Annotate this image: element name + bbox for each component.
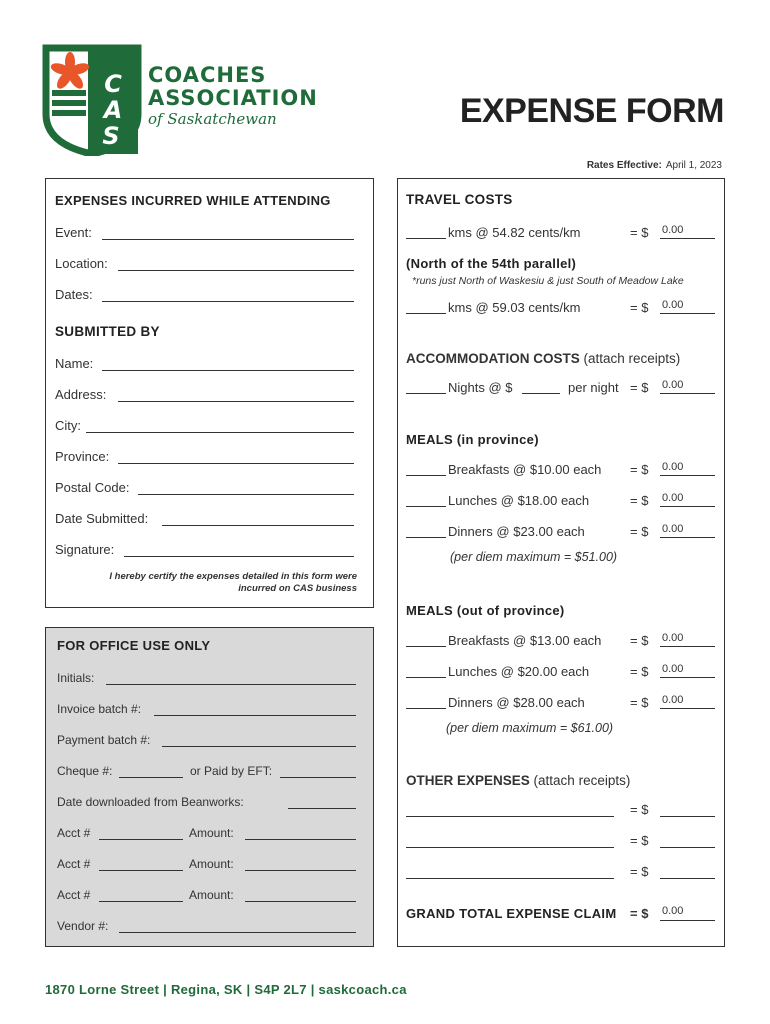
breakfast-in-total-value: 0.00 — [662, 461, 684, 473]
rates-date: April 1, 2023 — [665, 160, 722, 171]
submitted-by-heading: SUBMITTED BY — [55, 324, 160, 339]
rates-effective — [587, 160, 722, 171]
breakfast-out-qty-field[interactable] — [406, 646, 446, 647]
amount-label: Amount: — [189, 826, 234, 840]
equals-dollar: = $ — [630, 802, 649, 817]
event-field[interactable] — [102, 239, 354, 240]
equals-dollar: = $ — [630, 225, 649, 240]
breakfast-in-total-field[interactable] — [660, 475, 715, 476]
accommodation-title: ACCOMMODATION COSTS — [406, 351, 580, 366]
lunch-out-total-value: 0.00 — [662, 663, 684, 675]
payment-batch-label: Payment batch #: — [57, 733, 151, 747]
vendor-label: Vendor #: — [57, 919, 109, 933]
lunch-in-total-field[interactable] — [660, 506, 715, 507]
location-field[interactable] — [118, 270, 354, 271]
equals-dollar: = $ — [630, 462, 649, 477]
date-submitted-field[interactable] — [162, 525, 354, 526]
nights-label: Nights @ $ — [448, 380, 513, 395]
province-field[interactable] — [118, 463, 354, 464]
dinner-in-total-field[interactable] — [660, 537, 715, 538]
name-label: Name: — [55, 356, 94, 371]
postal-code-field[interactable] — [138, 494, 354, 495]
nightly-rate-field[interactable] — [522, 393, 560, 394]
travel-costs-heading: TRAVEL COSTS — [406, 192, 513, 207]
equals-dollar: = $ — [630, 664, 649, 679]
equals-dollar: = $ — [630, 833, 649, 848]
postal-code-label: Postal Code: — [55, 480, 130, 495]
name-field[interactable] — [102, 370, 354, 371]
breakfast-out-total-value: 0.00 — [662, 632, 684, 644]
equals-dollar: = $ — [630, 695, 649, 710]
certify-statement: I hereby certify the expenses detailed in this form were incurred on CAS business — [109, 571, 357, 594]
lunch-out-total-field[interactable] — [660, 677, 715, 678]
dinner-out-label: Dinners @ $28.00 each — [448, 695, 585, 710]
dinner-in-qty-field[interactable] — [406, 537, 446, 538]
accommodation-heading — [406, 351, 680, 366]
date-downloaded-label: Date downloaded from Beanworks: — [57, 795, 244, 809]
equals-dollar: = $ — [630, 524, 649, 539]
grand-total-label: GRAND TOTAL EXPENSE CLAIM — [406, 906, 617, 921]
kms-qty-field[interactable] — [406, 238, 446, 239]
kms-north-total-value: 0.00 — [662, 299, 684, 311]
dinner-in-total-value: 0.00 — [662, 523, 684, 535]
costs-section — [397, 178, 725, 947]
other-expense-description-field[interactable] — [406, 878, 614, 879]
north-54-heading: (North of the 54th parallel) — [406, 256, 577, 271]
other-expenses-title: OTHER EXPENSES — [406, 773, 530, 788]
invoice-batch-field[interactable] — [154, 715, 356, 716]
north-54-note: *runs just North of Waskesiu & just South of Meadow Lake — [412, 275, 684, 287]
acct-label: Acct # — [57, 857, 91, 871]
eft-label: or Paid by EFT: — [190, 764, 273, 778]
event-label: Event: — [55, 225, 92, 240]
equals-dollar: = $ — [630, 493, 649, 508]
per-diem-in-note: (per diem maximum = $51.00) — [450, 550, 618, 564]
initials-label: Initials: — [57, 671, 95, 685]
amount-label: Amount: — [189, 888, 234, 902]
other-expense-total-field[interactable] — [660, 847, 715, 848]
rates-label: Rates Effective: — [586, 160, 662, 171]
kms-north-total-field[interactable] — [660, 313, 715, 314]
other-expense-total-field[interactable] — [660, 878, 715, 879]
location-label: Location: — [55, 256, 108, 271]
date-submitted-label: Date Submitted: — [55, 511, 149, 526]
payment-batch-field[interactable] — [162, 746, 356, 747]
invoice-batch-label: Invoice batch #: — [57, 702, 142, 716]
office-use-section — [45, 627, 374, 947]
kms-total-value: 0.00 — [662, 224, 684, 236]
acct-field[interactable] — [99, 901, 183, 902]
other-expenses-heading — [406, 773, 630, 788]
signature-field[interactable] — [124, 556, 354, 557]
per-night-label: per night — [568, 380, 619, 395]
footer-address: 1870 Lorne Street | Regina, SK | S4P 2L7 | saskcoach.ca — [45, 982, 407, 997]
kms-rate-label: kms @ 54.82 cents/km — [448, 225, 581, 240]
address-field[interactable] — [118, 401, 354, 402]
grand-total-value: 0.00 — [662, 905, 684, 917]
city-field[interactable] — [86, 432, 354, 433]
lunch-out-label: Lunches @ $20.00 each — [448, 664, 590, 679]
breakfast-in-qty-field[interactable] — [406, 475, 446, 476]
amount-field[interactable] — [245, 839, 356, 840]
cheque-field[interactable] — [119, 777, 183, 778]
equals-dollar: = $ — [630, 380, 649, 395]
kms-north-qty-field[interactable] — [406, 313, 446, 314]
dinner-out-total-field[interactable] — [660, 708, 715, 709]
lunch-out-qty-field[interactable] — [406, 677, 446, 678]
city-label: City: — [55, 418, 81, 433]
dinner-in-label: Dinners @ $23.00 each — [448, 524, 585, 539]
dates-label: Dates: — [55, 287, 93, 302]
equals-dollar: = $ — [630, 906, 649, 921]
accommodation-total-value: 0.00 — [662, 379, 684, 391]
lily-icon — [49, 52, 90, 91]
per-diem-out-note: (per diem maximum = $61.00) — [446, 721, 614, 735]
amount-field[interactable] — [245, 870, 356, 871]
acct-label: Acct # — [57, 888, 91, 902]
svg-text:C: C — [104, 70, 122, 98]
province-label: Province: — [55, 449, 110, 464]
amount-label: Amount: — [189, 857, 234, 871]
accommodation-total-field[interactable] — [660, 393, 715, 394]
dinner-out-total-value: 0.00 — [662, 694, 684, 706]
other-expenses-note: (attach receipts) — [533, 773, 631, 788]
lunch-in-label: Lunches @ $18.00 each — [448, 493, 590, 508]
org-line-2: ASSOCIATION — [148, 86, 318, 110]
acct-field[interactable] — [99, 870, 183, 871]
kms-total-field[interactable] — [660, 238, 715, 239]
other-expense-description-field[interactable] — [406, 847, 614, 848]
other-expense-description-field[interactable] — [406, 816, 614, 817]
nights-qty-field[interactable] — [406, 393, 446, 394]
kms-north-rate-label: kms @ 59.03 cents/km — [448, 300, 581, 315]
office-use-heading: FOR OFFICE USE ONLY — [57, 638, 211, 653]
lunch-in-total-value: 0.00 — [662, 492, 684, 504]
address-label: Address: — [55, 387, 107, 402]
vendor-field[interactable] — [119, 932, 356, 933]
cas-logo — [42, 44, 142, 156]
lunch-in-qty-field[interactable] — [406, 506, 446, 507]
dates-field[interactable] — [102, 301, 354, 302]
equals-dollar: = $ — [630, 864, 649, 879]
accommodation-note: (attach receipts) — [583, 351, 681, 366]
other-expense-total-field[interactable] — [660, 816, 715, 817]
meals-in-province-heading: MEALS (in province) — [406, 432, 539, 447]
org-line-3: of Saskatchewan — [148, 110, 277, 128]
amount-field[interactable] — [245, 901, 356, 902]
expenses-incurred-heading: EXPENSES INCURRED WHILE ATTENDING — [55, 193, 331, 208]
page-title: EXPENSE FORM — [459, 92, 724, 130]
acct-field[interactable] — [99, 839, 183, 840]
dinner-out-qty-field[interactable] — [406, 708, 446, 709]
equals-dollar: = $ — [630, 633, 649, 648]
breakfast-in-label: Breakfasts @ $10.00 each — [448, 462, 602, 477]
svg-text:S: S — [102, 122, 120, 150]
initials-field[interactable] — [106, 684, 356, 685]
expenses-incurred-section — [45, 178, 374, 608]
breakfast-out-total-field[interactable] — [660, 646, 715, 647]
signature-label: Signature: — [55, 542, 115, 557]
equals-dollar: = $ — [630, 300, 649, 315]
cheque-label: Cheque #: — [57, 764, 113, 778]
eft-field[interactable] — [280, 777, 356, 778]
svg-text:A: A — [103, 96, 123, 124]
grand-total-field[interactable] — [660, 920, 715, 921]
date-downloaded-field[interactable] — [288, 808, 356, 809]
breakfast-out-label: Breakfasts @ $13.00 each — [448, 633, 602, 648]
org-line-1: COACHES — [148, 63, 267, 87]
acct-label: Acct # — [57, 826, 91, 840]
meals-out-province-heading: MEALS (out of province) — [406, 603, 565, 618]
org-name — [148, 64, 318, 128]
